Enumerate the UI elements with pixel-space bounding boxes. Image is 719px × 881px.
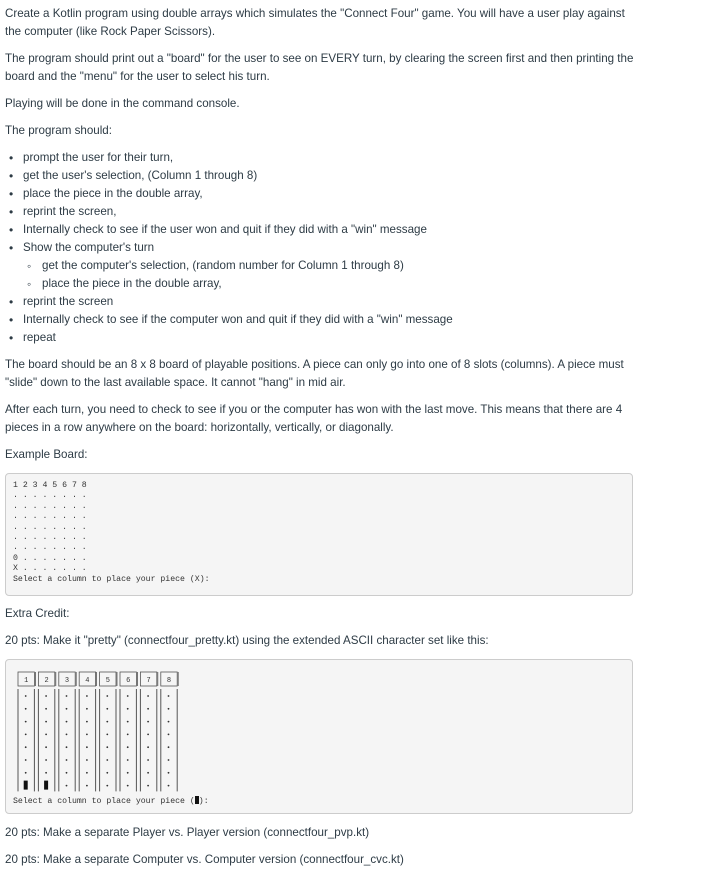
empty-slot-dot: [86, 734, 88, 736]
example-label: Example Board:: [5, 448, 88, 461]
empty-slot-dot: [168, 721, 170, 723]
empty-slot-dot: [106, 746, 108, 748]
empty-slot-dot: [106, 734, 108, 736]
empty-slot-dot: [106, 695, 108, 697]
column-header-label: 6: [126, 677, 131, 685]
empty-slot-dot: [25, 759, 27, 761]
empty-slot-dot: [147, 695, 149, 697]
column-header-label: 8: [166, 677, 172, 685]
empty-slot-dot: [86, 746, 88, 748]
empty-slot-dot: [45, 721, 47, 723]
empty-slot-dot: [25, 721, 27, 723]
column-header-label: 1: [24, 677, 29, 685]
pvp-paragraph: 20 pts: Make a separate Player vs. Player version (connectfour_pvp.kt): [5, 826, 370, 839]
empty-slot-dot: [66, 695, 68, 697]
list-item: • Internally check to see if the computer won and quit if they did with a "win" message: [23, 311, 623, 329]
list-item-label: Show the computer's turn: [23, 241, 155, 254]
empty-slot-dot: [66, 721, 68, 723]
empty-slot-dot: [147, 708, 149, 710]
empty-slot-dot: [127, 785, 129, 787]
empty-slot-dot: [106, 759, 108, 761]
should-label: The program should:: [5, 124, 112, 137]
empty-slot-dot: [127, 708, 129, 710]
column-header-label: 5: [105, 677, 110, 685]
empty-slot-dot: [168, 772, 170, 774]
empty-slot-dot: [25, 734, 27, 736]
empty-slot-dot: [45, 695, 47, 697]
empty-slot-dot: [127, 746, 129, 748]
extra-credit-label: Extra Credit:: [5, 607, 70, 620]
pretty-paragraph: 20 pts: Make it "pretty" (connectfour_pretty.kt) using the extended ASCII character set like this:: [5, 634, 489, 647]
empty-slot-dot: [25, 695, 27, 697]
prompt-text-after: ):: [198, 797, 209, 806]
empty-slot-dot: [45, 772, 47, 774]
empty-slot-dot: [86, 772, 88, 774]
column-header-label: 7: [146, 677, 151, 685]
list-item: • place the piece in the double array,: [23, 185, 623, 203]
list-item: • Internally check to see if the user won and quit if they did with a "win" message: [23, 221, 623, 239]
empty-slot-dot: [168, 759, 170, 761]
print-board-paragraph: The program should print out a "board" for the user to see on EVERY turn, by clearing the screen first and then printing the board and the "menu" for the user to select his turn.: [5, 52, 634, 83]
list-item: ◦ place the piece in the double array,: [42, 275, 623, 293]
empty-slot-dot: [66, 785, 68, 787]
steps-list: [5, 149, 623, 347]
empty-slot-dot: [127, 734, 129, 736]
pretty-board-code-block: [5, 659, 633, 814]
console-paragraph: Playing will be done in the command console.: [5, 97, 240, 110]
empty-slot-dot: [66, 708, 68, 710]
empty-slot-dot: [66, 772, 68, 774]
empty-slot-dot: [25, 708, 27, 710]
sub-steps-list: [23, 257, 623, 293]
pretty-prompt: [13, 796, 209, 807]
empty-slot-dot: [106, 772, 108, 774]
empty-slot-dot: [127, 695, 129, 697]
empty-slot-dot: [25, 772, 27, 774]
empty-slot-dot: [168, 695, 170, 697]
prompt-text-before: Select a column to place your piece (: [13, 797, 195, 806]
empty-slot-dot: [147, 746, 149, 748]
empty-slot-dot: [86, 785, 88, 787]
list-item: • reprint the screen,: [23, 203, 623, 221]
empty-slot-dot: [147, 721, 149, 723]
empty-slot-dot: [66, 759, 68, 761]
list-item: [23, 239, 623, 293]
empty-slot-dot: [86, 721, 88, 723]
empty-slot-dot: [147, 759, 149, 761]
column-header-label: 4: [85, 677, 90, 685]
empty-slot-dot: [106, 785, 108, 787]
empty-slot-dot: [168, 708, 170, 710]
game-piece: [44, 781, 48, 790]
cvc-paragraph: 20 pts: Make a separate Computer vs. Computer version (connectfour_cvc.kt): [5, 853, 404, 866]
empty-slot-dot: [168, 746, 170, 748]
empty-slot-dot: [45, 734, 47, 736]
list-item: ◦ get the computer's selection, (random number for Column 1 through 8): [42, 257, 623, 275]
board-paragraph: The board should be an 8 x 8 board of playable positions. A piece can only go into one of 8 slots (columns). A piece must "slide" down to the last available space. It cannot "hang" in mid air.: [5, 358, 624, 389]
list-item: • repeat: [23, 329, 623, 347]
intro-paragraph: Create a Kotlin program using double arrays which simulates the "Connect Four" game. You will have a user play against the computer (like Rock Paper Scissors).: [5, 7, 625, 38]
pretty-board-graphic: [16, 670, 186, 792]
list-item: • get the user's selection, (Column 1 through 8): [23, 167, 623, 185]
empty-slot-dot: [106, 708, 108, 710]
empty-slot-dot: [86, 759, 88, 761]
empty-slot-dot: [147, 785, 149, 787]
empty-slot-dot: [147, 734, 149, 736]
empty-slot-dot: [66, 734, 68, 736]
empty-slot-dot: [86, 708, 88, 710]
empty-slot-dot: [66, 746, 68, 748]
empty-slot-dot: [168, 734, 170, 736]
column-header-label: 3: [64, 677, 70, 685]
list-item: • prompt the user for their turn,: [23, 149, 623, 167]
win-check-paragraph: After each turn, you need to check to see if you or the computer has won with the last move. This means that there are 4 pieces in a row anywhere on the board: horizontally, vertically, or diagonally.: [5, 403, 623, 434]
example-board-code-block: 1 2 3 4 5 6 7 8 . . . . . . . . . . . . . . . . . . . . . . . . . . . . . . . . . . . . . . . . . . . . . . . . 0 . . . . . . . X . . . . . . . Select a column to place your piece (X):: [5, 473, 633, 596]
empty-slot-dot: [45, 708, 47, 710]
empty-slot-dot: [45, 759, 47, 761]
column-header-label: 2: [44, 677, 49, 685]
empty-slot-dot: [168, 785, 170, 787]
empty-slot-dot: [25, 746, 27, 748]
list-item: • reprint the screen: [23, 293, 623, 311]
empty-slot-dot: [45, 746, 47, 748]
empty-slot-dot: [86, 695, 88, 697]
empty-slot-dot: [106, 721, 108, 723]
empty-slot-dot: [127, 772, 129, 774]
empty-slot-dot: [147, 772, 149, 774]
game-piece: [24, 781, 28, 790]
empty-slot-dot: [127, 759, 129, 761]
empty-slot-dot: [127, 721, 129, 723]
